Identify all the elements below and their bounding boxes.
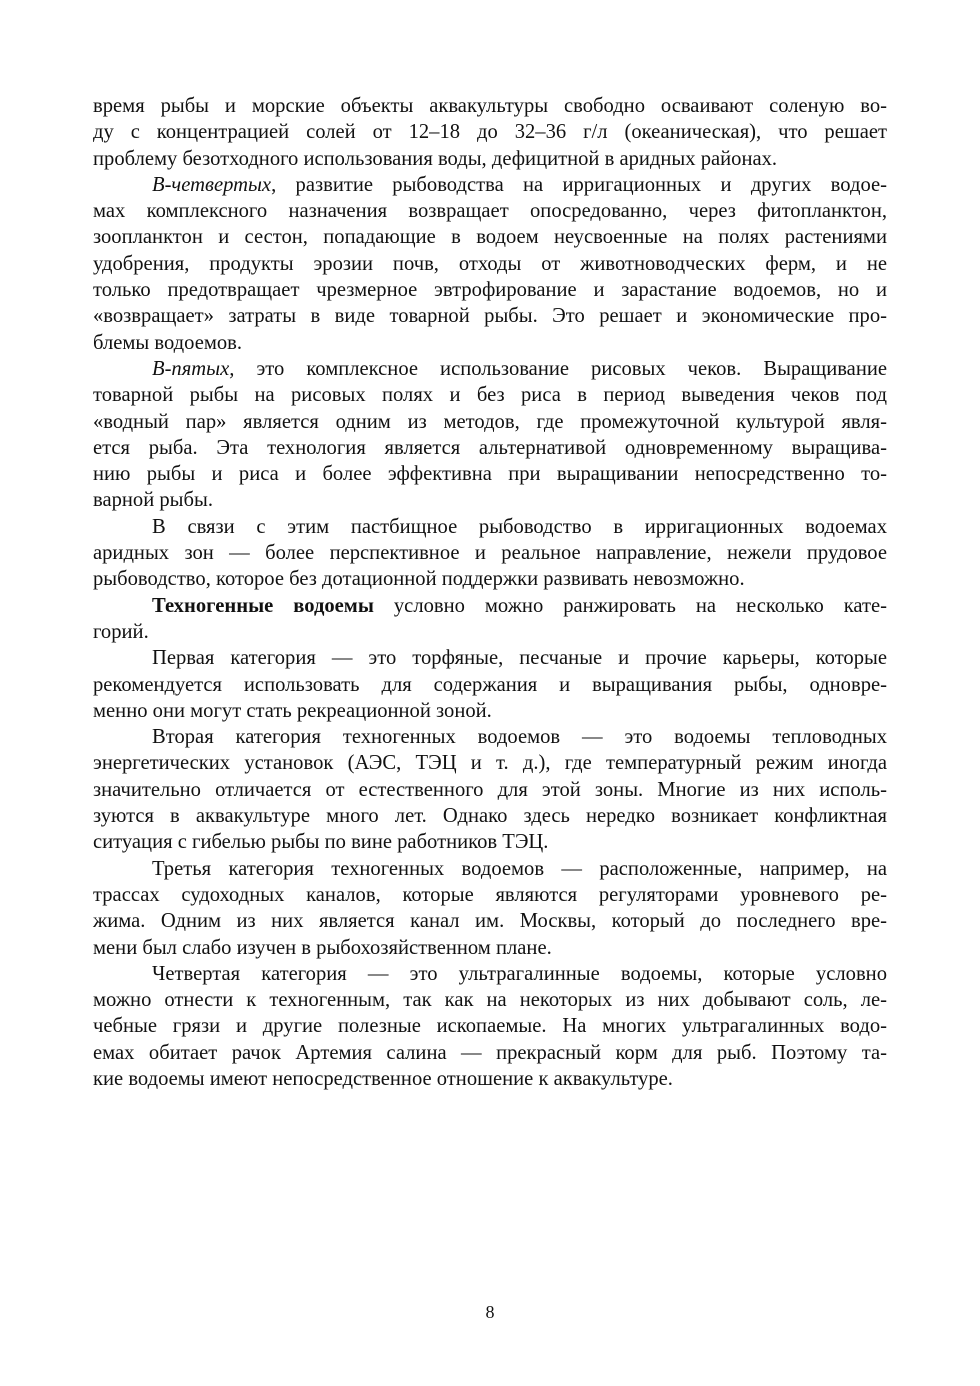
text-line: только предотвращает чрезмерное эвтрофирование и зарастание водоемов, но и	[93, 279, 887, 302]
text-line: нию рыбы и риса и более эффективна при выращивании непосредственно то-	[93, 463, 887, 486]
text-fragment: условно можно ранжировать на несколько кате-	[373, 594, 887, 617]
text-line: аридных зон — более перспективное и реальное направление, нежели прудовое	[93, 542, 887, 565]
text-line: трассах судоходных каналов, которые являются регуляторами уровневого ре-	[93, 883, 887, 906]
text-line: рекомендуется использовать для содержания и выращивания рыбы, одновре-	[93, 673, 887, 696]
text-line: менно они могут стать рекреационной зоной.	[93, 699, 492, 722]
text-line: ситуация с гибелью рыбы по вине работников ТЭЦ.	[93, 831, 549, 854]
text-line	[93, 593, 887, 619]
text-line: время рыбы и морские объекты аквакультуры свободно осваивают соленую во-	[93, 95, 887, 117]
text-line: зуются в аквакультуре много лет. Однако здесь нередко возникает конфликтная	[93, 805, 887, 828]
italic-lead: В-четвертых	[152, 173, 272, 196]
text-line: товарной рыбы на рисовых полях и без риса в период выведения чеков под	[93, 384, 887, 407]
text-line: чебные грязи и другие полезные ископаемые. На многих ультрагалинных водо-	[93, 1015, 887, 1038]
text-line: Четвертая категория — это ультрагалинные водоемы, которые условно	[152, 962, 887, 985]
text-line: «водный пар» является одним из методов, где промежуточной культурой явля-	[93, 410, 887, 433]
page-number: 8	[485, 1302, 495, 1322]
text-line: кие водоемы имеют непосредственное отношение к аквакультуре.	[93, 1067, 673, 1090]
italic-lead: В-пятых,	[152, 357, 235, 380]
text-line: значительно отличается от естественного для этой зоны. Многие из них исполь-	[93, 778, 887, 801]
text-line: варной рыбы.	[93, 489, 213, 512]
paragraph-7	[93, 724, 887, 855]
text-line: ду с концентрацией солей от 12–18 до 32–36 г/л (океаническая), что решает	[93, 121, 887, 144]
text-line: ется рыба. Эта технология является альтернативой одновременному выращива-	[93, 436, 887, 459]
text-line: проблему безотходного использования воды, дефицитной в аридных районах.	[93, 147, 778, 170]
paragraph-6	[93, 645, 887, 724]
paragraph-5	[93, 593, 887, 646]
text-line: жима. Одним из них является канал им. Москвы, который до последнего вре-	[93, 910, 887, 933]
text-line	[93, 356, 887, 382]
text-line: зоопланктон и сестон, попадающие в водоем неусвоенные на полях растениями	[93, 226, 887, 249]
text-line: удобрения, продукты эрозии почв, отходы от животноводческих ферм, и не	[93, 252, 887, 275]
paragraph-1	[93, 93, 887, 172]
text-fragment: это комплексное использование рисовых чеков. Выращивание	[234, 357, 887, 380]
text-line: мени был слабо изучен в рыбохозяйственном плане.	[93, 936, 552, 959]
paragraph-3	[93, 356, 887, 514]
text-fragment: , развитие рыбоводства на ирригационных и других водое-	[271, 173, 887, 196]
text-line: емах обитает рачок Артемия салина — прекрасный корм для рыб. Поэтому та-	[93, 1041, 887, 1064]
paragraph-4	[93, 514, 887, 593]
text-line: энергетических установок (АЭС, ТЭЦ и т. д.), где температурный режим иногда	[93, 752, 887, 775]
text-line: горий.	[93, 620, 149, 643]
text-line: В связи с этим пастбищное рыбоводство в ирригационных водоемах	[152, 515, 887, 538]
paragraph-8	[93, 856, 887, 961]
text-line: мах комплексного назначения возвращает опосредованно, через фитопланктон,	[93, 200, 887, 223]
text-line: Вторая категория техногенных водоемов — это водоемы тепловодных	[152, 726, 887, 749]
paragraph-2	[93, 172, 887, 356]
text-line: можно отнести к техногенным, так как на некоторых из них добывают соль, ле-	[93, 989, 887, 1012]
text-line	[93, 172, 887, 198]
bold-lead: Техногенные водоемы	[152, 594, 374, 617]
text-line: Третья категория техногенных водоемов — расположенные, например, на	[152, 857, 887, 880]
text-line: Первая категория — это торфяные, песчаные и прочие карьеры, которые	[152, 647, 887, 670]
text-line: «возвращает» затраты в виде товарной рыбы. Это решает и экономические про-	[93, 305, 887, 328]
body-text	[93, 93, 887, 1092]
text-line: рыбоводство, которое без дотационной поддержки развивать невозможно.	[93, 568, 745, 591]
paragraph-9	[93, 961, 887, 1092]
text-line: блемы водоемов.	[93, 331, 243, 354]
